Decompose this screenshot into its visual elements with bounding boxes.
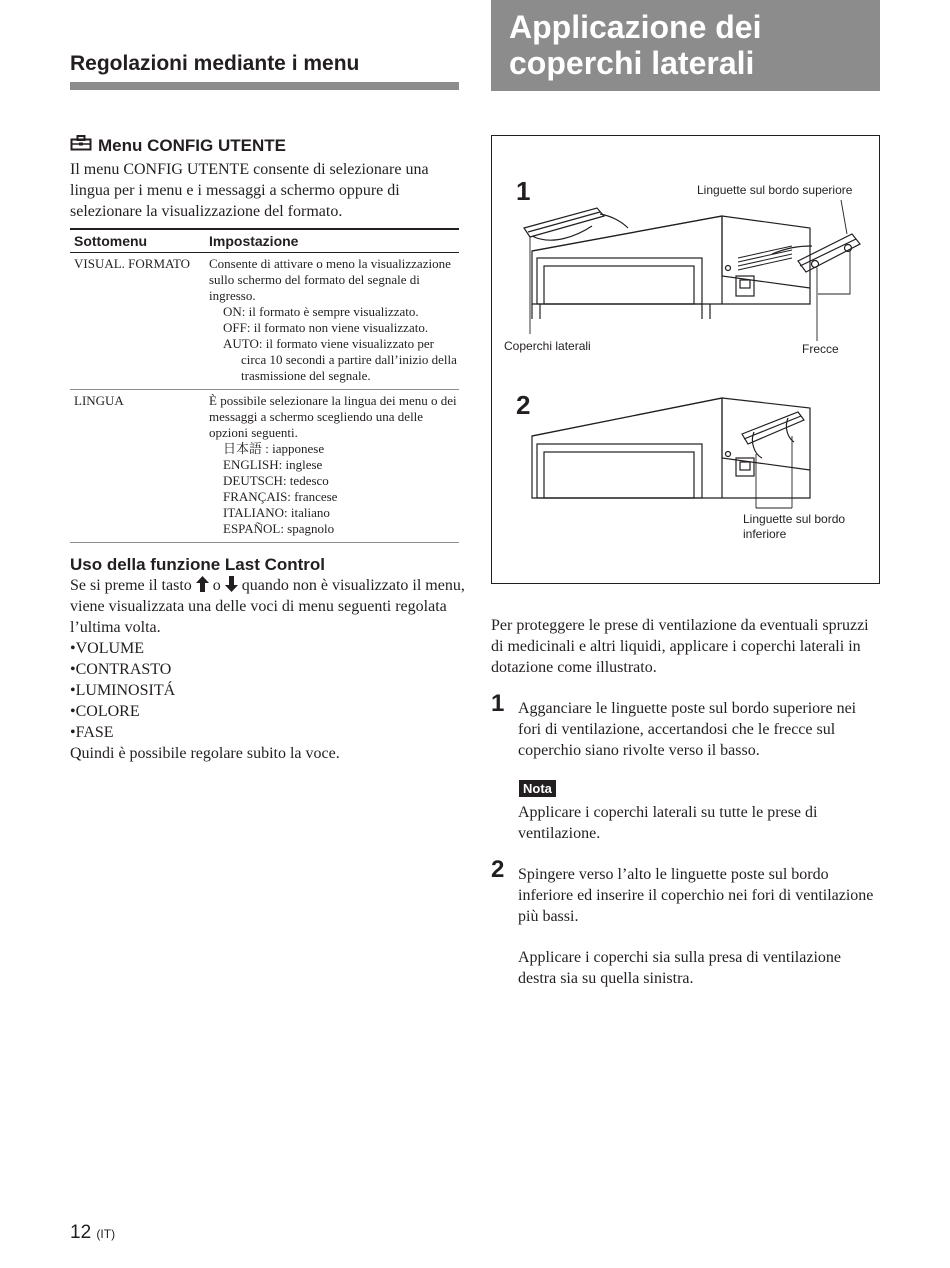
last-control-heading: Uso della funzione Last Control [70, 555, 326, 574]
setting-description [209, 256, 459, 384]
step-2-text: Spingere verso l’alto le linguette poste sul bordo inferiore ed inserire il coperchio nei fori di ventilazione più bassi. [518, 866, 874, 925]
table-row [70, 390, 459, 543]
page-number [70, 1222, 115, 1244]
monitor-2-outline [532, 398, 810, 498]
setting-option: AUTO: il formato viene visualizzato per [223, 336, 434, 351]
figure-step-1: 1 [516, 176, 531, 206]
arrow-down-icon [225, 577, 238, 594]
side-cover-illustration [492, 136, 879, 583]
chapter-header [491, 0, 880, 91]
label-top-tabs: Linguette sul bordo superiore [697, 183, 853, 197]
section-title: Regolazioni mediante i menu [70, 52, 360, 75]
language-option: ITALIANO: italiano [223, 505, 330, 520]
monitor-1-outline [532, 216, 810, 304]
figure-step-2: 2 [516, 390, 531, 420]
label-bottom-tabs-line2: inferiore [743, 527, 787, 541]
language-option: DEUTSCH: tedesco [223, 473, 329, 488]
header-rule [70, 82, 459, 90]
label-arrows: Frecce [802, 342, 839, 356]
column-header-submenu: Sottomenu [74, 233, 148, 249]
table-header [70, 230, 459, 253]
table-row [70, 253, 459, 390]
label-side-covers: Coperchi laterali [504, 339, 591, 353]
last-control-paragraph [70, 575, 465, 638]
menu-heading-label: Menu CONFIG UTENTE [98, 135, 286, 155]
language-option: 日本語 : iapponese [223, 441, 325, 456]
last-control-text [70, 575, 465, 764]
arrow-marker [812, 261, 819, 268]
setting-option-continued: circa 10 secondi a partire dall’inizio della trasmissione del segnale. [241, 352, 457, 383]
setting-description [209, 393, 459, 537]
text-before-up: Se si preme il tasto [70, 577, 192, 594]
setting-option: ON: il formato è sempre visualizzato. [223, 304, 419, 319]
setting-text: Consente di attivare o meno la visualizzazione sullo schermo del formato del segnale di ingresso. [209, 256, 451, 303]
last-control-closing: Quindi è possibile regolare subito la voce. [70, 745, 340, 762]
setting-option: OFF: il formato non viene visualizzato. [223, 320, 429, 335]
language-option: ENGLISH: inglese [223, 457, 323, 472]
toolbox-icon [70, 135, 92, 156]
note-text: Applicare i coperchi laterali su tutte le prese di ventilazione. [518, 804, 818, 842]
right-cover [798, 234, 860, 272]
page-number-suffix: (IT) [96, 1227, 116, 1241]
right-intro: Per proteggere le prese di ventilazione da eventuali spruzzi di medicinali e altri liquidi, applicare i coperchi laterali in dotazione come illustrato. [491, 617, 869, 676]
page-number-value: 12 [70, 1222, 92, 1243]
step-2-number: 2 [491, 856, 505, 883]
chapter-title: Applicazione dei coperchi laterali [509, 9, 762, 81]
list-item: •COLORE [70, 703, 140, 720]
settings-table [70, 228, 459, 543]
setting-text: È possibile selezionare la lingua dei menu o dei messaggi a schermo scegliendo una delle opzioni seguenti. [209, 393, 457, 440]
attached-cover [742, 412, 804, 444]
submenu-name: VISUAL. FORMATO [74, 256, 191, 271]
monitor-1-screen [537, 258, 702, 304]
menu-heading [70, 135, 286, 156]
submenu-name: LINGUA [74, 393, 124, 408]
step-1-text: Agganciare le linguette poste sul bordo superiore nei fori di ventilazione, accertandosi che le frecce sul coperchio siano rivolte verso il basso. [518, 700, 857, 759]
text-after: quando non è visualizzato il menu, viene visualizzata una delle voci di menu seguenti regolata l’ultima volta. [70, 577, 465, 636]
note-badge: Nota [519, 780, 556, 797]
list-item: •CONTRASTO [70, 661, 172, 678]
step-1-number: 1 [491, 690, 505, 717]
label-bottom-tabs-line1: Linguette sul bordo [743, 512, 846, 526]
language-option: FRANÇAIS: francese [223, 489, 338, 504]
list-item: •VOLUME [70, 640, 145, 657]
list-item: •FASE [70, 724, 114, 741]
column-header-setting: Impostazione [209, 233, 299, 249]
step-2-extra-text: Applicare i coperchi sia sulla presa di ventilazione destra sia su quella sinistra. [518, 949, 841, 987]
text-between: o [212, 577, 221, 594]
illustration-frame [491, 135, 880, 584]
arrow-up-icon [196, 577, 209, 594]
language-option: ESPAÑOL: spagnolo [223, 521, 335, 536]
list-item: •LUMINOSITÁ [70, 682, 176, 699]
menu-intro: Il menu CONFIG UTENTE consente di selezionare una lingua per i menu e i messaggi a schermo oppure di selezionare la visualizzazione del formato. [70, 161, 429, 220]
